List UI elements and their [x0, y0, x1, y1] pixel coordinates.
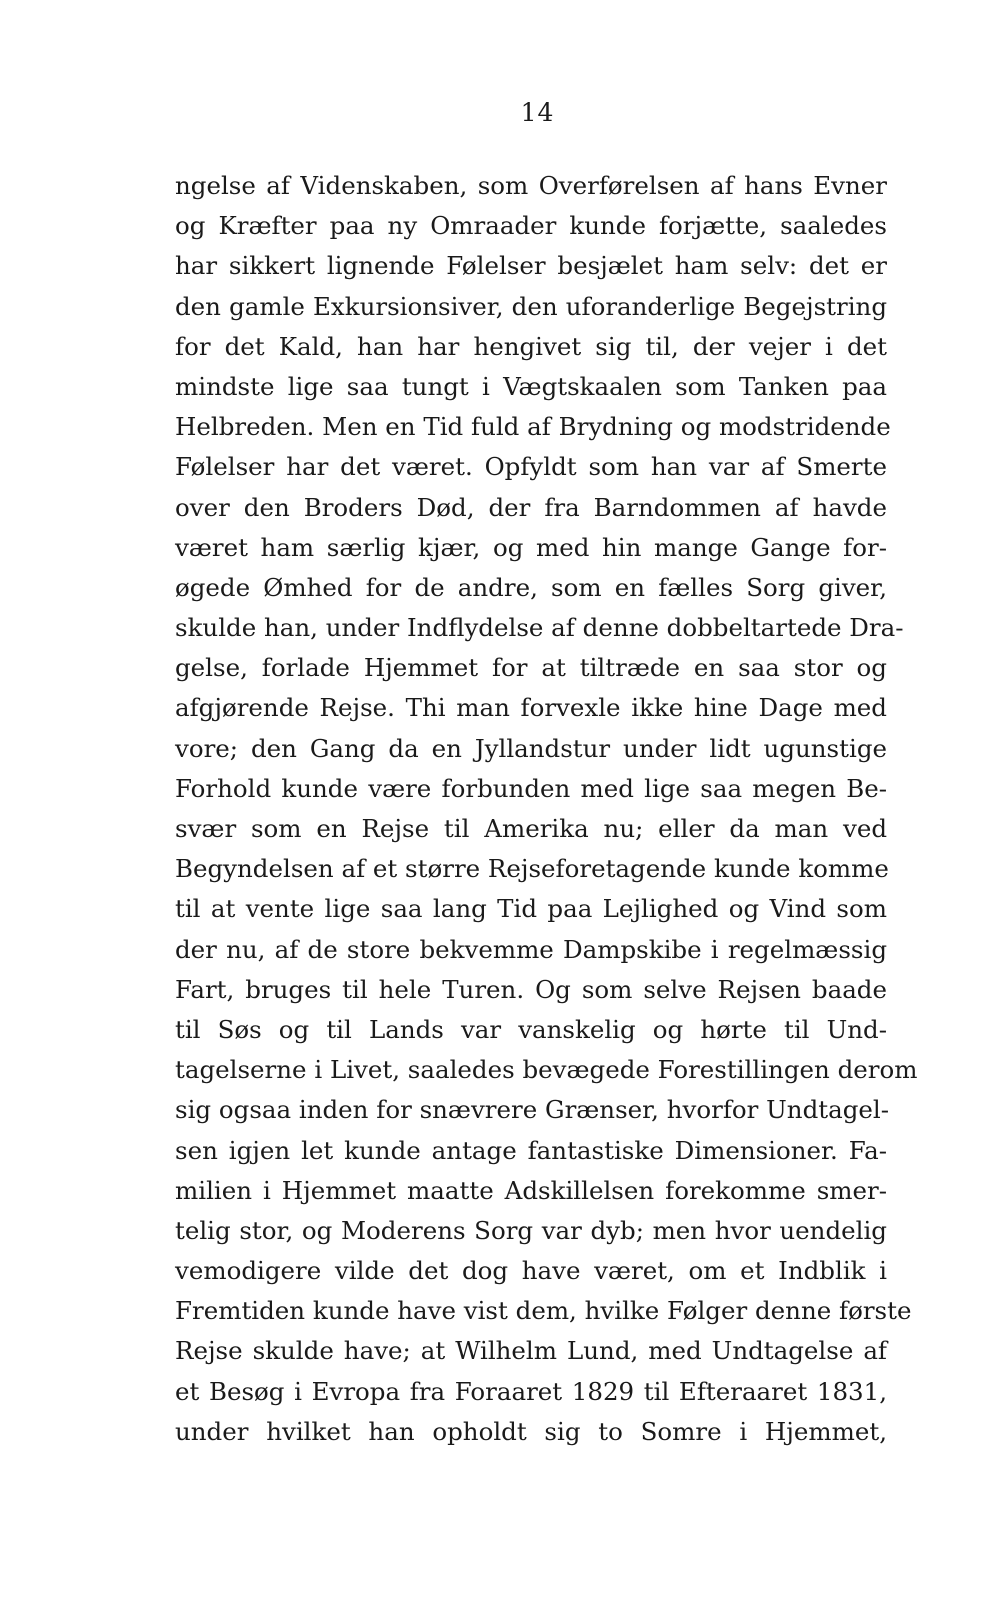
text-line: Fart, bruges til hele Turen. Og som selve Rejsen baade: [175, 974, 887, 1004]
page-number: 14: [520, 98, 555, 127]
text-line: vemodigere vilde det dog have været, om et Indblik i: [175, 1256, 887, 1286]
text-line: sig ogsaa inden for snævrere Grænser, hvorfor Undtagel-: [175, 1095, 890, 1125]
text-line: afgjørende Rejse. Thi man forvexle ikke hine Dage med: [175, 693, 887, 723]
text-line: for det Kald, han har hengivet sig til, der vejer i det: [175, 331, 887, 361]
text-line: og Kræfter paa ny Omraader kunde forjætte, saaledes: [175, 211, 887, 241]
text-line: gelse, forlade Hjemmet for at tiltræde en saa stor og: [175, 653, 887, 683]
text-line: den gamle Exkursionsiver, den uforanderlige Begejstring: [175, 291, 887, 321]
text-line: milien i Hjemmet maatte Adskillelsen forekomme smer-: [175, 1175, 887, 1205]
text-line: over den Broders Død, der fra Barndommen af havde: [175, 492, 887, 522]
text-line: sen igjen let kunde antage fantastiske Dimensioner. Fa-: [175, 1135, 887, 1165]
text-line: svær som en Rejse til Amerika nu; eller da man ved: [175, 814, 887, 843]
text-line: ngelse af Videnskaben, som Overførelsen af hans Evner: [175, 171, 887, 200]
text-line: øgede Ømhed for de andre, som en fælles Sorg giver,: [175, 572, 887, 602]
text-line: telig stor, og Moderens Sorg var dyb; men hvor uendelig: [175, 1215, 887, 1245]
text-line: Forhold kunde være forbunden med lige saa megen Be-: [175, 773, 887, 803]
text-line: vore; den Gang da en Jyllandstur under lidt ugunstige: [175, 733, 887, 763]
body-text: [175, 166, 918, 1452]
text-line: har sikkert lignende Følelser besjælet ham selv: det er: [175, 251, 887, 281]
text-line: skulde han, under Indflydelse af denne dobbeltartede Dra-: [175, 613, 904, 643]
text-line: der nu, af de store bekvemme Dampskibe i regelmæssig: [175, 934, 887, 964]
text-line: Følelser har det været. Opfyldt som han var af Smerte: [175, 452, 887, 482]
text-line: tagelserne i Livet, saaledes bevægede Forestillingen derom: [175, 1055, 918, 1085]
text-line: Begyndelsen af et større Rejseforetagende kunde komme: [175, 854, 889, 884]
text-line: Helbreden. Men en Tid fuld af Brydning og modstridende: [175, 412, 891, 442]
text-line: Rejse skulde have; at Wilhelm Lund, med Undtagelse af: [175, 1336, 887, 1366]
text-line: et Besøg i Evropa fra Foraaret 1829 til Efteraaret 1831,: [175, 1376, 887, 1406]
text-line: Fremtiden kunde have vist dem, hvilke Følger denne første: [175, 1296, 912, 1326]
text-line: til at vente lige saa lang Tid paa Lejlighed og Vind som: [175, 894, 887, 924]
text-line: været ham særlig kjær, og med hin mange Gange for-: [175, 532, 887, 562]
text-line: mindste lige saa tungt i Vægtskaalen som Tanken paa: [175, 371, 887, 401]
text-line: under hvilket han opholdt sig to Somre i Hjemmet,: [175, 1416, 887, 1446]
text-line: til Søs og til Lands var vanskelig og hørte til Und-: [175, 1014, 887, 1044]
